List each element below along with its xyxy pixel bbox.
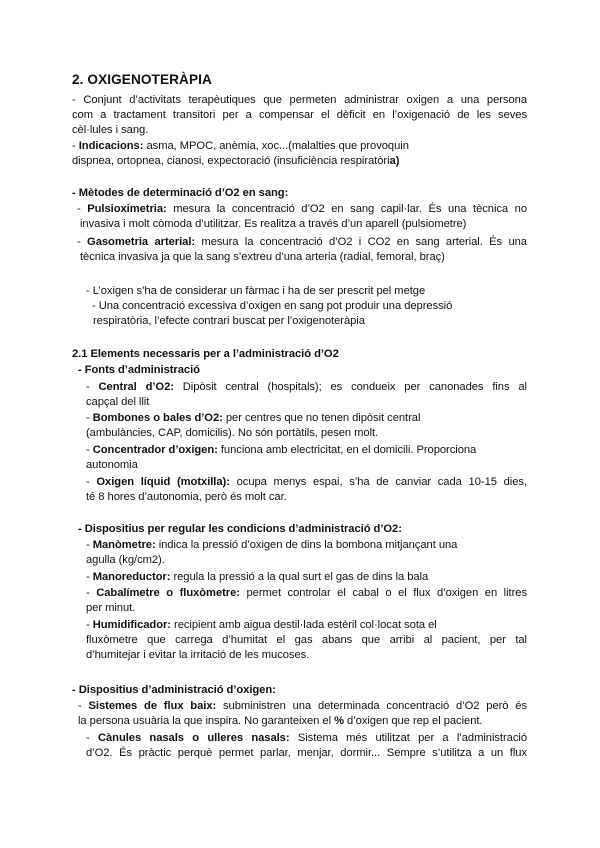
cylinders-text-1: per centres que no tenen dipòsit central: [222, 412, 421, 424]
concentrator-text-1: funciona amb electricitat, en el domicili. Proporciona: [217, 444, 477, 456]
sources-heading: - Fonts d’administració: [78, 364, 200, 376]
liquid-line-1: [86, 475, 527, 490]
pulse-text-1: mesura la concentració d’O2 en sang capil·lar. És una tècnica no: [166, 203, 527, 215]
low-flow-label: Sistemes de flux baix:: [88, 700, 217, 712]
cannulas-dash: -: [86, 732, 98, 744]
central-dash: -: [86, 381, 99, 393]
humidifier-line-2: fluxòmetre que carrega d’humitat el gas abans que arribi al pacient, per tal: [86, 634, 527, 646]
cylinders-label: Bombones o bales d’O2:: [92, 412, 223, 424]
methods-heading: - Mètodes de determinació d’O2 en sang:: [72, 187, 289, 199]
central-label: Central d’O2:: [98, 381, 174, 393]
cannulas-line-1: [86, 731, 527, 746]
flowmeter-line-2: per minut.: [86, 602, 136, 614]
low-flow-dash: -: [78, 700, 89, 712]
cylinders-line-2: (ambulàncies, CAP, domicilis). No són portàtils, pesen molt.: [86, 427, 379, 439]
gas-text-1: mesura la concentració d’O2 i CO2 en sang arterial. És una: [195, 236, 527, 248]
note-excess-line-1: - Una concentració excessiva d’oxigen en sang pot produir una depressió: [92, 300, 453, 312]
page-title: 2. OXIGENOTERÀPIA: [72, 72, 212, 87]
manometer-dash: -: [86, 539, 93, 551]
humidifier-text-1: recipient amb aigua destil·lada estèril col·locat sota el: [170, 619, 437, 631]
low-flow-text-1: subministren una determinada concentració d’O2 però és: [216, 700, 528, 712]
gas-line-2: tècnica invasiva ja que la sang s’extreu d’una arteria (radial, femoral, braç): [80, 251, 445, 263]
reducer-text-1: regula la pressió a la qual surt el gas de dins la bala: [170, 571, 429, 583]
indications-line-2: [72, 154, 399, 169]
reducer-label: Manoreductor:: [92, 571, 171, 583]
note-excess-line-2: respiratòria, l’efecte contrari buscat per l’oxigenoteràpia: [93, 315, 365, 327]
flowmeter-label: Cabalímetre o fluxòmetre:: [96, 587, 240, 599]
concentrator-label: Concentrador d’oxigen:: [92, 444, 218, 456]
cylinders-dash: -: [86, 412, 93, 424]
humidifier-line-3: d’humitejar i evitar la irritació de les mucoses.: [86, 649, 310, 661]
liquid-line-2: té 8 hores d’autonomia, però és molt car.: [86, 491, 287, 503]
liquid-dash: -: [86, 476, 97, 488]
low-flow-line-1: [78, 699, 527, 714]
indications-dash: -: [72, 140, 79, 152]
humidifier-line-1: [86, 618, 437, 633]
indications-line-1: [72, 139, 409, 154]
pulse-label: Pulsioximetria:: [87, 203, 167, 215]
manometer-label: Manòmetre:: [92, 539, 156, 551]
reducer-dash: -: [86, 571, 93, 583]
flowmeter-text-1: permet controlar el cabal o el flux d’oxigen en litres: [239, 587, 527, 599]
concentrator-line-1: [86, 443, 476, 458]
liquid-text-1: ocupa menys espai, s’ha de canviar cada 10-15 dies,: [229, 476, 528, 488]
flowmeter-line-1: [86, 586, 527, 601]
concentrator-dash: -: [86, 444, 93, 456]
note-oxygen-drug: - L’oxigen s’ha de considerar un fàrmac i ha de ser prescrit pel metge: [86, 285, 426, 297]
indications-text-1: asma, MPOC, anèmia, xoc...(malalties que provoquin: [143, 140, 409, 152]
central-line-1: [86, 380, 527, 395]
intro-line-3: cèl·lules i sang.: [72, 124, 149, 136]
regulation-heading: - Dispositius per regular les condicions d’administració d’O2:: [78, 523, 402, 535]
cannulas-text-1: Sistema més utilitzat per a l’administració: [289, 732, 527, 744]
intro-line-2: com a tractament transitori per a compensar el dèficit en l’oxigenació de les seves: [72, 109, 527, 121]
indications-text-2-end: a): [389, 155, 400, 167]
section-2-1-heading: 2.1 Elements necessaris per a l’administració d’O2: [72, 348, 339, 360]
humidifier-dash: -: [86, 619, 93, 631]
pulse-dash: -: [77, 203, 88, 215]
cannulas-label: Cànules nasals o ulleres nasals:: [97, 732, 290, 744]
concentrator-line-2: autonomia: [86, 459, 138, 471]
manometer-line-2: agulla (kg/cm2).: [86, 554, 165, 566]
manometer-text-1: indica la pressió d’oxigen de dins la bombona mitjançant una: [155, 539, 458, 551]
pulse-line-1: [77, 202, 527, 217]
flowmeter-dash: -: [86, 587, 97, 599]
gas-label: Gasometria arterial:: [87, 236, 196, 248]
cylinders-line-1: [86, 411, 420, 426]
low-flow-text-2c: d’oxigen que rep el pacient.: [343, 715, 483, 727]
humidifier-label: Humidificador:: [92, 619, 171, 631]
manometer-line-1: [86, 538, 457, 553]
gas-dash: -: [77, 236, 88, 248]
low-flow-percent: %: [334, 715, 344, 727]
central-line-2: capçal del llit: [86, 396, 150, 408]
liquid-label: Oxigen líquid (motxilla):: [96, 476, 230, 488]
indications-label: Indicacions:: [78, 140, 144, 152]
low-flow-text-2a: la persona usuària la que inspira. No garanteixen el: [78, 715, 335, 727]
central-text-1: Dipòsit central (hospitals); es condueix per canonades fins al: [173, 381, 527, 393]
intro-line-1: - Conjunt d’activitats terapèutiques que permeten administrar oxigen a una persona: [72, 94, 527, 106]
indications-text-2: dispnea, ortopnea, cianosi, expectoració (insuficiència respiratòri: [72, 155, 390, 167]
gas-line-1: [77, 235, 527, 250]
reducer-line-1: [86, 570, 428, 585]
devices-heading: - Dispositius d’administració d’oxigen:: [72, 684, 276, 696]
low-flow-line-2: [78, 714, 482, 729]
cannulas-line-2: d’O2. És pràctic perquè permet parlar, menjar, dormir... Sempre s’utilitza a un flux: [86, 747, 527, 759]
pulse-line-2: invasiva i molt còmoda d’utilitzar. Es realitza a través d’un aparell (pulsiometre): [80, 218, 467, 230]
